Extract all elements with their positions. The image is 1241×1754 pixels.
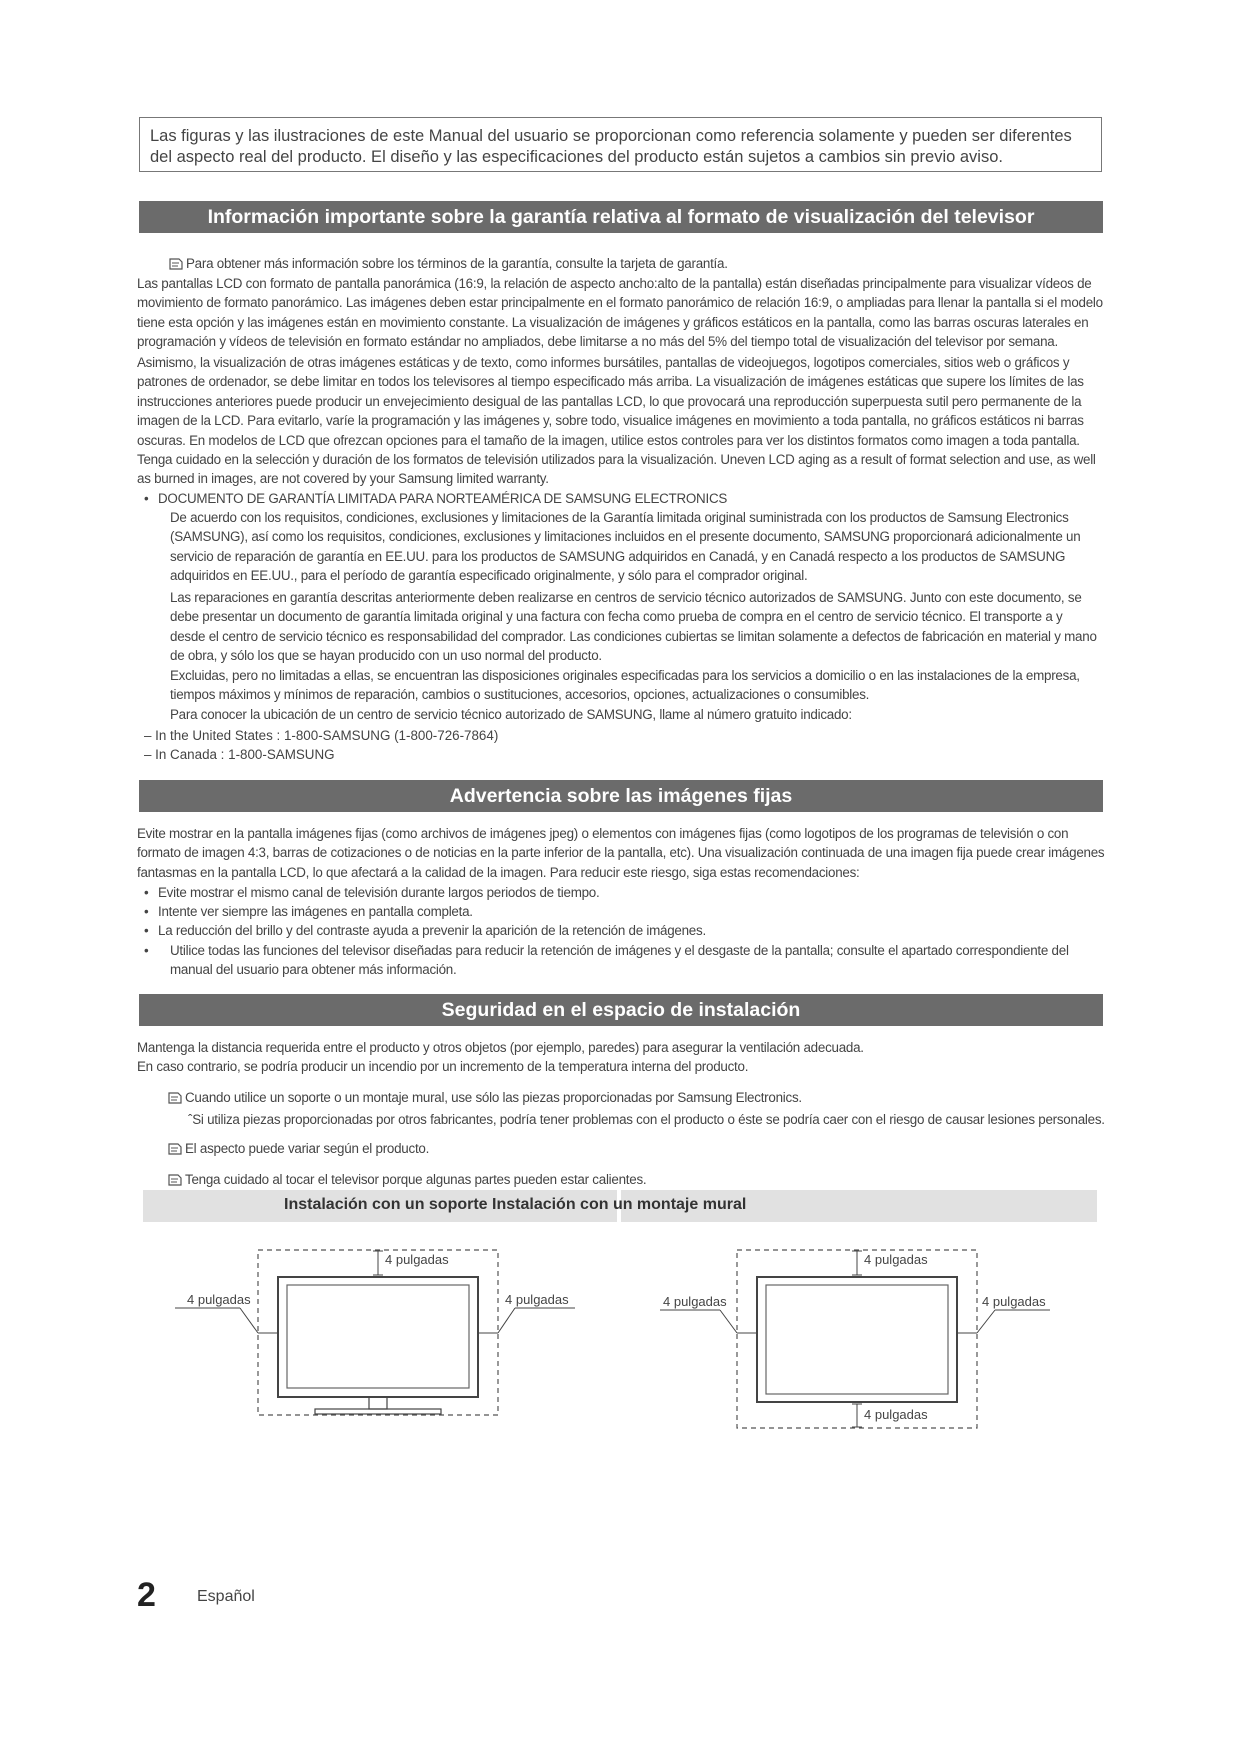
dim-label-left: 4 pulgadas [187,1292,251,1307]
section-heading-warranty: Información importante sobre la garantía relativa al formato de visualización del televisor [139,201,1103,233]
caret-icon: ˆ [188,1112,193,1127]
page-number: 2 [137,1576,156,1614]
note-icon [168,1091,182,1104]
tv-stand-base [315,1409,441,1414]
note-icon [168,1173,182,1186]
tv-frame [278,1277,478,1397]
stand-installation-diagram [175,1245,595,1420]
phone-usa: – In the United States : 1-800-SAMSUNG (1-800-726-7864) [144,728,499,743]
bullet-still-2: • Intente ver siempre las imágenes en pantalla completa. [144,904,473,919]
paragraph-fire-risk: En caso contrario, se podría producir un incendio por un incremento de la temperatura interna del producto. [137,1059,749,1074]
dim-label-right: 4 pulgadas [505,1292,569,1307]
dim-label-right: 4 pulgadas [982,1294,1046,1309]
note-appearance: El aspecto puede variar según el producto. [168,1139,429,1158]
note-warranty-card: Para obtener más información sobre los términos de la garantía, consulte la tarjeta de garantía. [169,254,728,273]
indent-warranty-exclusions: Excluidas, pero no limitadas a ellas, se encuentran las disposiciones originales especificadas para los servicios a domicilio o en las instalaciones de la empresa, tiempos máximos y mínimos de reparación, cambios o sustituciones, accesorios, opciones, actualizaciones o consumibles. [170,668,1080,703]
note-hot-parts: Tenga cuidado al tocar el televisor porque algunas partes pueden estar calientes. [168,1170,646,1189]
section-heading-still-images: Advertencia sobre las imágenes fijas [139,780,1103,812]
dim-label-top: 4 pulgadas [864,1252,928,1267]
paragraph-distance: Mantenga la distancia requerida entre el producto y otros objetos (por ejemplo, paredes) para asegurar la ventilación adecuada. [137,1040,864,1055]
indent-service-center: Para conocer la ubicación de un centro de servicio técnico autorizado de SAMSUNG, llame al número gratuito indicado: [170,707,852,722]
note-other-parts: ˆSi utiliza piezas proporcionadas por otros fabricantes, podría tener problemas con el producto o éste se podría caer con el riesgo de causar lesiones personales. [188,1112,1105,1127]
note-icon [168,1142,182,1155]
bullet-still-3: • La reducción del brillo y del contraste ayuda a prevenir la aparición de la retención de imágenes. [144,923,706,938]
dim-label-top: 4 pulgadas [385,1252,449,1267]
tv-neck [369,1397,387,1409]
installation-subheader-label: Instalación con un soporte Instalación con un montaje mural [284,1196,747,1213]
dim-label-left: 4 pulgadas [663,1294,727,1309]
dim-label-bottom: 4 pulgadas [864,1407,928,1422]
tv-screen [766,1285,948,1394]
indent-warranty-repairs: Las reparaciones en garantía descritas anteriormente deben realizarse en centros de servicio técnico autorizados de SAMSUNG. Junto con este documento, se debe presentar un documento de garantía limitada original y una factura con fecha como prueba de compra en el centro de servicio técnico. El transporte a y desde el centro de servicio técnico es responsabilidad del comprador. Las condiciones cubiertas se limitan solamente a defectos de fabricación en material y mano de obra, y sólo los que se hayan producido con un uso normal del producto. [170,590,1097,664]
bullet-still-1: • Evite mostrar el mismo canal de televisión durante largos periodos de tiempo. [144,885,600,900]
paragraph-static-images: Asimismo, la visualización de otras imágenes estáticas y de texto, como informes bursátiles, pantallas de videojuegos, logotipos comerciales, sitios web o gráficos y patrones de ordenador, se debe limitar en todos los televisores al tiempo especificado más arriba. La visualización de imágenes estáticas que supere los límites de las instrucciones anteriores puede producir un envejecimiento desigual de las pantallas LCD, lo que provocará una reproducción superpuesta sutil pero permanente de la imagen de la LCD. Para evitarlo, varíe la programación y las imágenes y, sobre todo, visualice imágenes en movimiento a toda pantalla, no gráficos estáticos ni barras oscuras. En modelos de LCD que ofrezcan opciones para el tamaño de la imagen, utilice estos controles para ver los distintos formatos como imagen a toda pantalla. [137,355,1084,448]
tv-screen [287,1285,469,1388]
bullet-warranty-doc: • DOCUMENTO DE GARANTÍA LIMITADA PARA NORTEAMÉRICA DE SAMSUNG ELECTRONICS [144,491,728,506]
tv-frame [757,1277,957,1402]
paragraph-widescreen: Las pantallas LCD con formato de pantalla panorámica (16:9, la relación de aspecto ancho:alto de la pantalla) están diseñadas principalmente para visualizar vídeos de movimiento de formato panorámico. Las imágenes deben estar principalmente en el formato panorámico de relación 16:9, o ampliadas para llenar la pantalla si el modelo tiene esta opción y las imágenes están en movimiento constante. La visualización de imágenes y gráficos estáticos en la pantalla, como las barras oscuras laterales en programación y vídeos de televisión en formato estándar no ampliados, debe limitarse a no más del 5% del tiempo total de visualización del televisor por semana. [137,276,1103,350]
section-heading-installation: Seguridad en el espacio de instalación [139,994,1103,1026]
bullet-dot: • [144,491,149,506]
installation-subheader [143,1190,1097,1222]
disclaimer-box: Las figuras y las ilustraciones de este Manual del usuario se proporcionan como referencia solamente y pueden ser diferentes del aspecto real del producto. El diseño y las especificaciones del producto están sujetos a cambios sin previo aviso. [139,117,1102,172]
paragraph-format-care: Tenga cuidado en la selección y duración de los formatos de televisión utilizados para la visualización. Uneven LCD aging as a result of format selection and use, as well as burned in images, are not covered by your Samsung limited warranty. [137,452,1096,487]
phone-canada: – In Canada : 1-800-SAMSUNG [144,747,335,762]
indent-warranty-terms: De acuerdo con los requisitos, condiciones, exclusiones y limitaciones de la Garantía limitada original suministrada con los productos de Samsung Electronics (SAMSUNG), así como los requisitos, condiciones, exclusiones y limitaciones incluidos en el presente documento, SAMSUNG proporcionará adicionalmente un servicio de reparación de garantía en EE.UU. para los productos de SAMSUNG adquiridos en Canadá, y en Canadá respecto a los productos de SAMSUNG adquiridos en EE.UU., para el período de garantía especificado originalmente, y sólo para el comprador original. [170,510,1081,584]
note-icon [169,257,183,270]
bullet-still-4: • Utilice todas las funciones del televisor diseñadas para reducir la retención de imágenes y el desgaste de la pantalla; consulte el apartado correspondiente del manual del usuario para obtener más información. [144,943,1069,977]
wall-mount-installation-diagram [660,1245,1060,1435]
page-language: Español [197,1588,255,1605]
paragraph-still-images: Evite mostrar en la pantalla imágenes fijas (como archivos de imágenes jpeg) o elementos con imágenes fijas (como logotipos de los programas de televisión o con formato de imagen 4:3, barras de cotizaciones o de noticias en la parte inferior de la pantalla, etc). Una visualización continuada de una imagen fija puede crear imágenes fantasmas en la pantalla LCD, lo que afectará a la calidad de la imagen. Para reducir este riesgo, siga estas recomendaciones: [137,826,1105,880]
note-mount-parts: Cuando utilice un soporte o un montaje mural, use sólo las piezas proporcionadas por Samsung Electronics. [168,1088,802,1107]
